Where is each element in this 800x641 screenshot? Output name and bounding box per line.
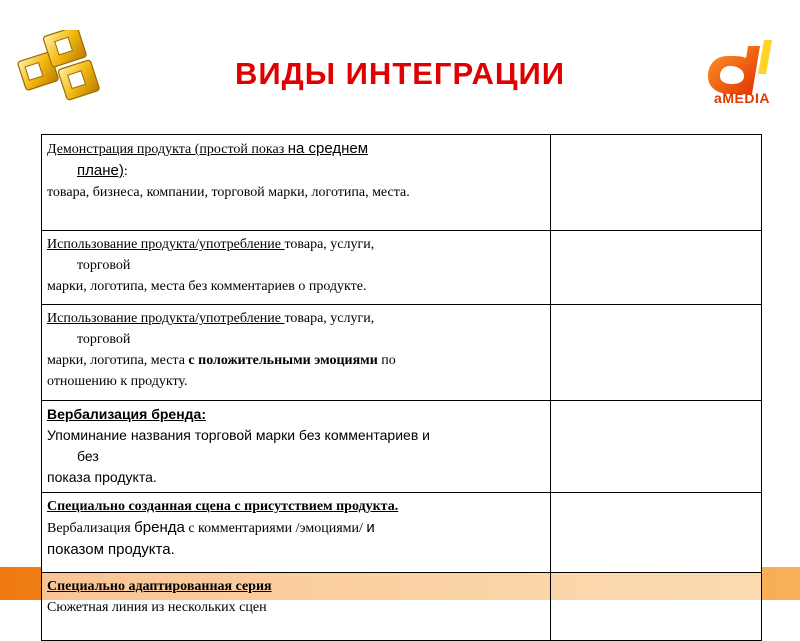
empty-cell (551, 135, 762, 231)
empty-cell (551, 231, 762, 305)
row1-heading-cont: плане) (77, 162, 124, 179)
row4-heading: Вербализация бренда: (47, 406, 206, 422)
row3-text-b: торговой (77, 332, 131, 347)
integration-types-table (41, 134, 762, 641)
row3-text-d: по (377, 353, 396, 368)
integration-cell (42, 135, 551, 231)
row5-text-e: показом продукта. (47, 541, 175, 558)
row5-heading: Специально созданная сцена с присутствием продукта. (47, 499, 399, 514)
table-row (42, 573, 762, 641)
table-row (42, 401, 762, 493)
row3-heading: Использование продукта/употребление (47, 311, 285, 326)
integration-cell (42, 305, 551, 401)
row5-text-d: и (366, 519, 375, 536)
row3-text-a: товара, услуги, (284, 311, 375, 326)
table-row (42, 305, 762, 401)
row4-text-b: без (77, 448, 99, 464)
integration-cell (42, 401, 551, 493)
row2-text-a: товара, услуги, (284, 237, 375, 252)
integration-cell (42, 493, 551, 573)
empty-cell (551, 493, 762, 573)
empty-cell (551, 573, 762, 641)
row6-text: Сюжетная линия из нескольких сцен (47, 600, 267, 615)
slide-title: ВИДЫ ИНТЕГРАЦИИ (234, 56, 566, 91)
row3-emphasis: с положительными эмоциями (188, 353, 378, 368)
row1-heading-sans: на среднем (287, 140, 369, 157)
row1-heading: Демонстрация продукта (простой показ (47, 142, 288, 157)
table-row (42, 493, 762, 573)
row4-text-a: Упоминание названия торговой марки без комментариев и (47, 427, 430, 443)
row3-text-c: марки, логотипа, места (47, 353, 189, 368)
table-row (42, 135, 762, 231)
empty-cell (551, 305, 762, 401)
row5-text-c: с комментариями /эмоциями/ (184, 521, 367, 536)
empty-cell (551, 401, 762, 493)
row3-text-e: отношению к продукту. (47, 374, 188, 389)
row2-heading: Использование продукта/употребление (47, 237, 285, 252)
row2-text-b: торговой (77, 258, 131, 273)
row1-text: товара, бизнеса, компании, торговой марки, логотипа, места. (47, 185, 410, 200)
integration-cell (42, 231, 551, 305)
table-row (42, 231, 762, 305)
row2-text-c: марки, логотипа, места без комментариев о продукте. (47, 279, 367, 294)
amedia-logo-text: aMEDIA (714, 90, 770, 106)
row1-colon: : (123, 164, 128, 179)
row5-text-b: бренда (134, 519, 185, 536)
row5-text-a: Вербализация (47, 521, 135, 536)
row6-heading: Специально адаптированная серия (47, 579, 272, 594)
integration-cell (42, 573, 551, 641)
row4-text-c: показа продукта. (47, 469, 157, 485)
